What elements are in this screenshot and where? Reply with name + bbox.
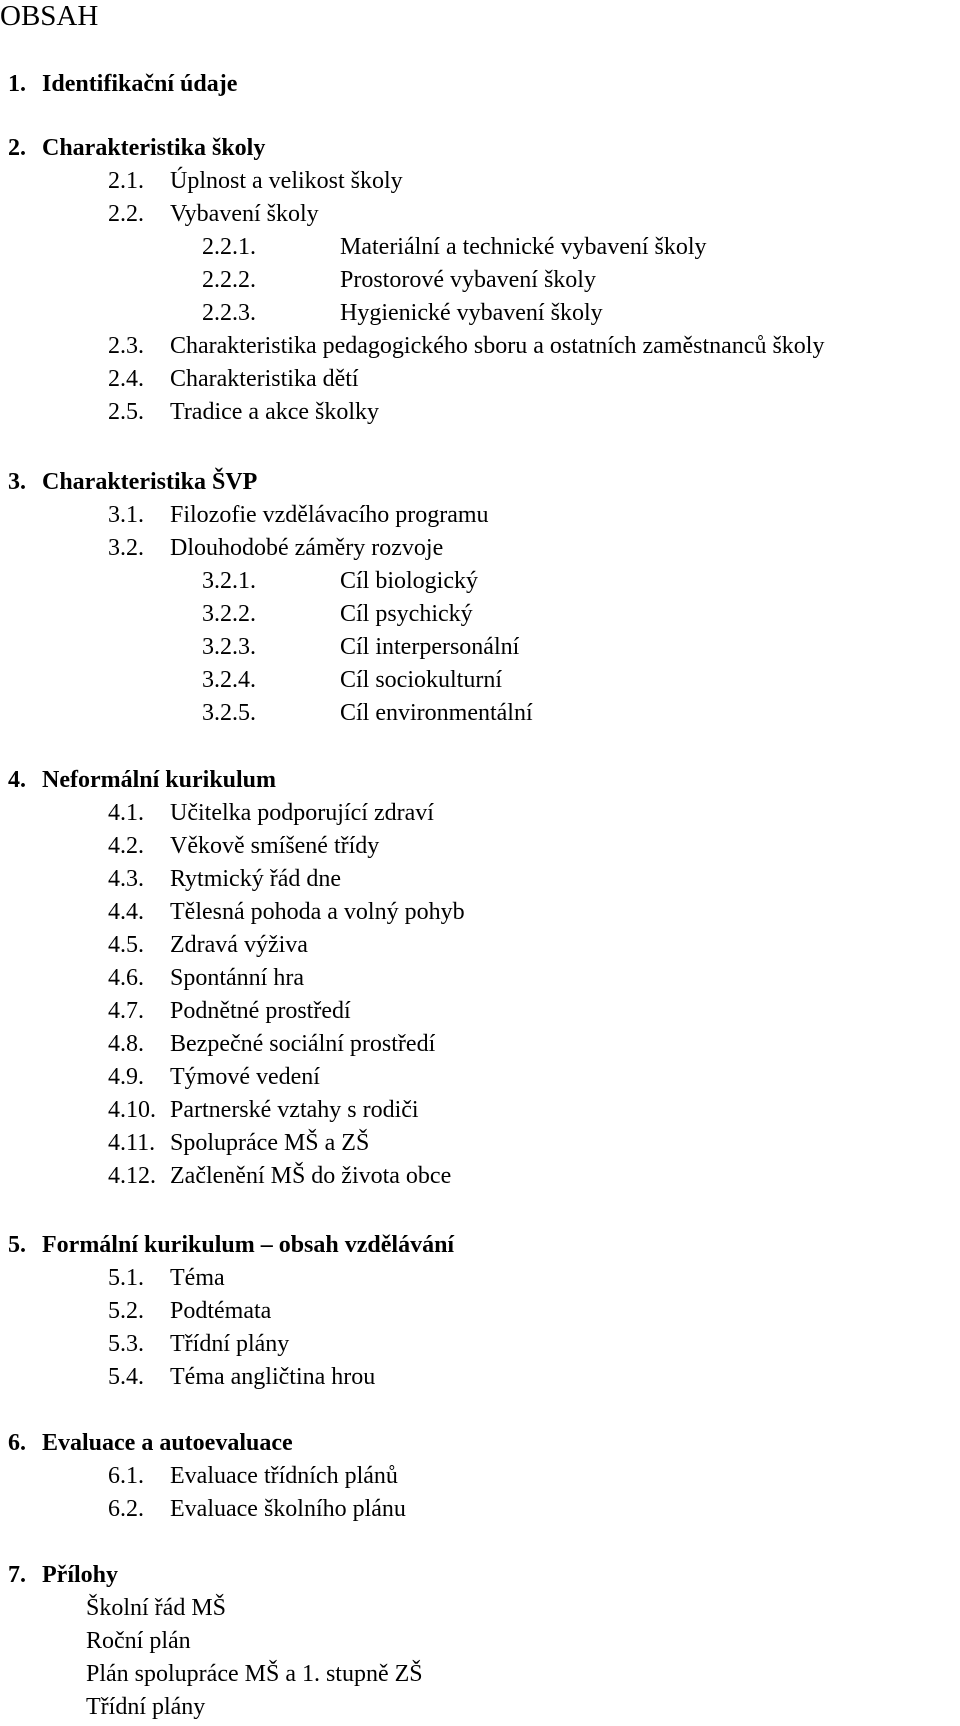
toc-number: 4.1. — [108, 800, 144, 826]
toc-label: Týmové vedení — [170, 1064, 320, 1090]
toc-number: 4.8. — [108, 1031, 144, 1057]
toc-number: 4. — [8, 767, 26, 793]
toc-number: 2.2. — [108, 201, 144, 227]
toc-number: 3.1. — [108, 502, 144, 528]
toc-label: Materiální a technické vybavení školy — [340, 234, 707, 260]
toc-label: Zdravá výživa — [170, 932, 308, 958]
toc-label: Přílohy — [42, 1562, 118, 1588]
toc-label: Charakteristika školy — [42, 135, 266, 161]
toc-number: 2.2.2. — [202, 267, 256, 293]
page-title: OBSAH — [0, 0, 99, 32]
toc-label: Prostorové vybavení školy — [340, 267, 596, 293]
toc-label: Charakteristika dětí — [170, 366, 359, 392]
toc-label: Identifikační údaje — [42, 71, 238, 97]
toc-number: 3.2. — [108, 535, 144, 561]
toc-label: Dlouhodobé záměry rozvoje — [170, 535, 444, 561]
toc-label: Charakteristika ŠVP — [42, 469, 258, 495]
toc-label: Roční plán — [86, 1628, 191, 1654]
toc-number: 2.3. — [108, 333, 144, 359]
toc-number: 4.6. — [108, 965, 144, 991]
toc-number: 3.2.1. — [202, 568, 256, 594]
toc-number: 6.1. — [108, 1463, 144, 1489]
toc-label: Cíl interpersonální — [340, 634, 520, 660]
toc-number: 4.10. — [108, 1097, 156, 1123]
toc-number: 6.2. — [108, 1496, 144, 1522]
toc-number: 3.2.5. — [202, 700, 256, 726]
toc-label: Téma — [170, 1265, 225, 1291]
toc-number: 7. — [8, 1562, 26, 1588]
toc-number: 4.9. — [108, 1064, 144, 1090]
toc-number: 4.5. — [108, 932, 144, 958]
toc-label: Začlenění MŠ do života obce — [170, 1163, 452, 1189]
toc-number: 3.2.4. — [202, 667, 256, 693]
toc-number: 2. — [8, 135, 26, 161]
toc-label: Bezpečné sociální prostředí — [170, 1031, 436, 1057]
toc-number: 3.2.2. — [202, 601, 256, 627]
toc-label: Úplnost a velikost školy — [170, 168, 403, 194]
toc-number: 4.4. — [108, 899, 144, 925]
toc-label: Tělesná pohoda a volný pohyb — [170, 899, 465, 925]
toc-number: 2.4. — [108, 366, 144, 392]
toc-number: 1. — [8, 71, 26, 97]
toc-label: Podnětné prostředí — [170, 998, 351, 1024]
toc-label: Charakteristika pedagogického sboru a ostatních zaměstnanců školy — [170, 333, 825, 359]
toc-number: 5.4. — [108, 1364, 144, 1390]
toc-number: 5.1. — [108, 1265, 144, 1291]
toc-label: Rytmický řád dne — [170, 866, 341, 892]
toc-label: Cíl environmentální — [340, 700, 533, 726]
toc-number: 5.2. — [108, 1298, 144, 1324]
toc-label: Cíl psychický — [340, 601, 473, 627]
toc-number: 5.3. — [108, 1331, 144, 1357]
toc-label: Spontánní hra — [170, 965, 304, 991]
toc-number: 5. — [8, 1232, 26, 1258]
toc-number: 2.1. — [108, 168, 144, 194]
toc-number: 3.2.3. — [202, 634, 256, 660]
toc-label: Formální kurikulum – obsah vzdělávání — [42, 1232, 455, 1258]
toc-label: Hygienické vybavení školy — [340, 300, 603, 326]
toc-label: Evaluace a autoevaluace — [42, 1430, 293, 1456]
toc-number: 2.2.3. — [202, 300, 256, 326]
toc-number: 4.11. — [108, 1130, 156, 1156]
toc-number: 4.3. — [108, 866, 144, 892]
toc-label: Neformální kurikulum — [42, 767, 277, 793]
toc-label: Plán spolupráce MŠ a 1. stupně ZŠ — [86, 1661, 423, 1687]
toc-label: Spolupráce MŠ a ZŠ — [170, 1130, 370, 1156]
toc-number: 4.7. — [108, 998, 144, 1024]
toc-label: Věkově smíšené třídy — [170, 833, 380, 859]
toc-number: 2.5. — [108, 399, 144, 425]
toc-number: 6. — [8, 1430, 26, 1456]
toc-label: Podtémata — [170, 1298, 272, 1324]
toc-label: Třídní plány — [86, 1694, 206, 1720]
toc-label: Vybavení školy — [170, 201, 319, 227]
toc-label: Třídní plány — [170, 1331, 290, 1357]
toc-label: Evaluace školního plánu — [170, 1496, 406, 1522]
toc-number: 4.12. — [108, 1163, 156, 1189]
toc-label: Školní řád MŠ — [86, 1595, 227, 1621]
toc-label: Filozofie vzdělávacího programu — [170, 502, 489, 528]
toc-label: Téma angličtina hrou — [170, 1364, 376, 1390]
toc-label: Učitelka podporující zdraví — [170, 800, 434, 826]
toc-label: Tradice a akce školky — [170, 399, 380, 425]
toc-number: 4.2. — [108, 833, 144, 859]
toc-label: Evaluace třídních plánů — [170, 1463, 398, 1489]
toc-label: Partnerské vztahy s rodiči — [170, 1097, 419, 1123]
toc-label: Cíl sociokulturní — [340, 667, 502, 693]
toc-label: Cíl biologický — [340, 568, 478, 594]
toc-number: 2.2.1. — [202, 234, 256, 260]
toc-number: 3. — [8, 469, 26, 495]
